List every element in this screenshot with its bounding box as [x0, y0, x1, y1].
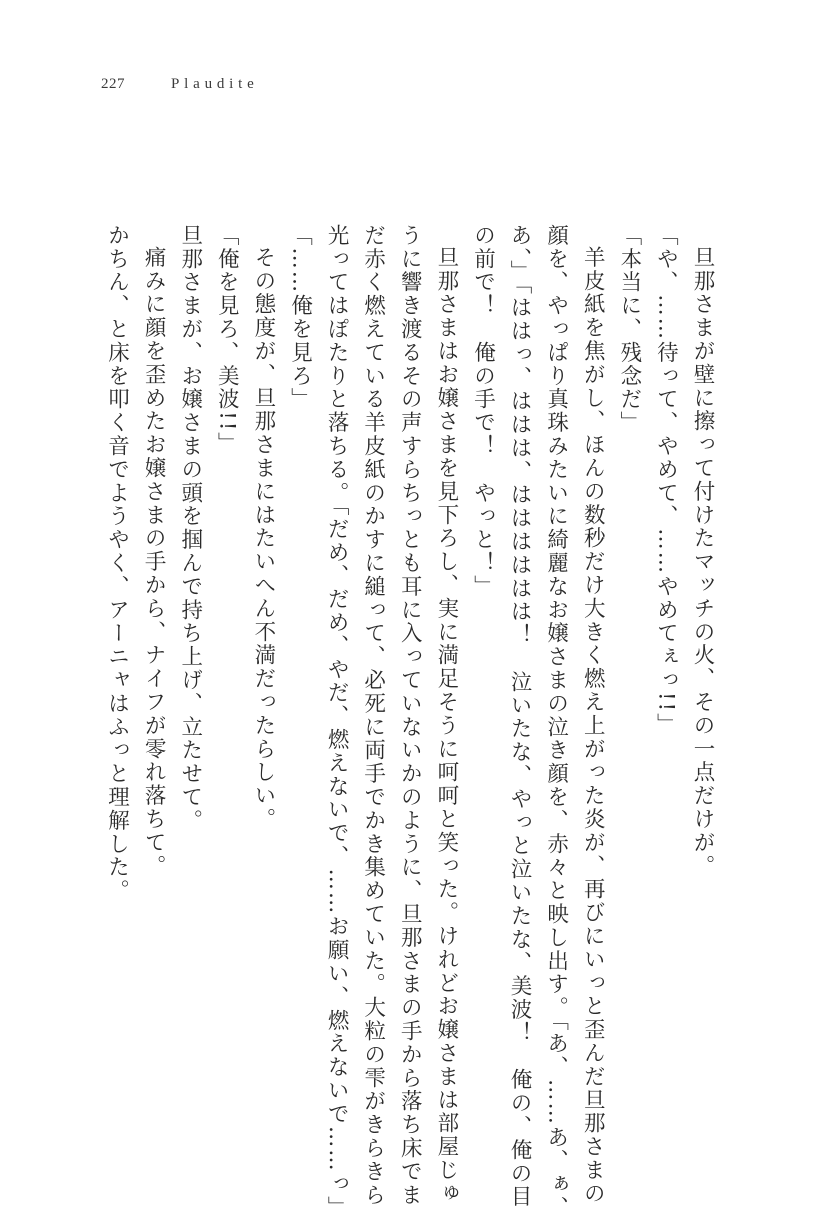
text-line: 旦那さまが壁に擦って付けたマッチの火、その一点だけが。: [690, 245, 715, 878]
text-line: 光ってはぽたりと落ちる。「だめ、だめ、やだ、燃えないで、……お願い、燃えないで……っ」: [324, 224, 350, 1219]
text-line: 「俺を見ろ、美波!!」: [214, 224, 240, 456]
text-line: 痛みに顔を歪めたお嬢さまの手から、ナイフが零れ落ちて。: [141, 245, 167, 878]
text-line: その態度が、旦那さまにはたいへん不満だったらしい。: [250, 245, 276, 831]
book-title: Plaudite: [171, 76, 259, 92]
text-line: だ赤く燃えている羊皮紙のかすに縋って、必死に両手でかき集めていた。大粒の雫がきらきら: [360, 224, 386, 1207]
text-line: 羊皮紙を焦がし、ほんの数秒だけ大きく燃え上がった炎が、再びにいっと歪んだ旦那さまの: [580, 245, 606, 1205]
text-line: 「本当に、残念だ」: [616, 224, 642, 435]
text-line: 旦那さまが、お嬢さまの頭を掴んで持ち上げ、立たせて。: [177, 224, 203, 833]
text-line: かちん、と床を叩く音でようやく、アーニャはふっと理解した。: [104, 224, 130, 903]
text-line: 顔を、やっぱり真珠みたいに綺麗なお嬢さまの泣き顔を、赤々と映し出す。「あ、……あ、ぁ、: [543, 224, 569, 1219]
text-line: の前で！ 俺の手で！ やっと！」: [470, 224, 496, 599]
text-line: あ、」「ははっ、ははは、はははははは！ 泣いたな、やっと泣いたな、美波！ 俺の、俺の目: [507, 224, 533, 1209]
running-header: [101, 76, 259, 93]
text-line: 旦那さまはお嬢さまを見下ろし、実に満足そうに呵呵と笑った。けれどお嬢さまは部屋じゅ: [433, 245, 459, 1205]
text-line: 「……俺を見ろ」: [287, 224, 313, 412]
body-text: [98, 224, 720, 1219]
text-line: うに響き渡るその声すらちっとも耳に入っていないかのように、旦那さまの手から落ち床でま: [397, 224, 423, 1207]
text-line: 「や、……待って、やめて、……やめてぇっ!!」: [653, 224, 679, 737]
page-number: 227: [101, 76, 125, 92]
